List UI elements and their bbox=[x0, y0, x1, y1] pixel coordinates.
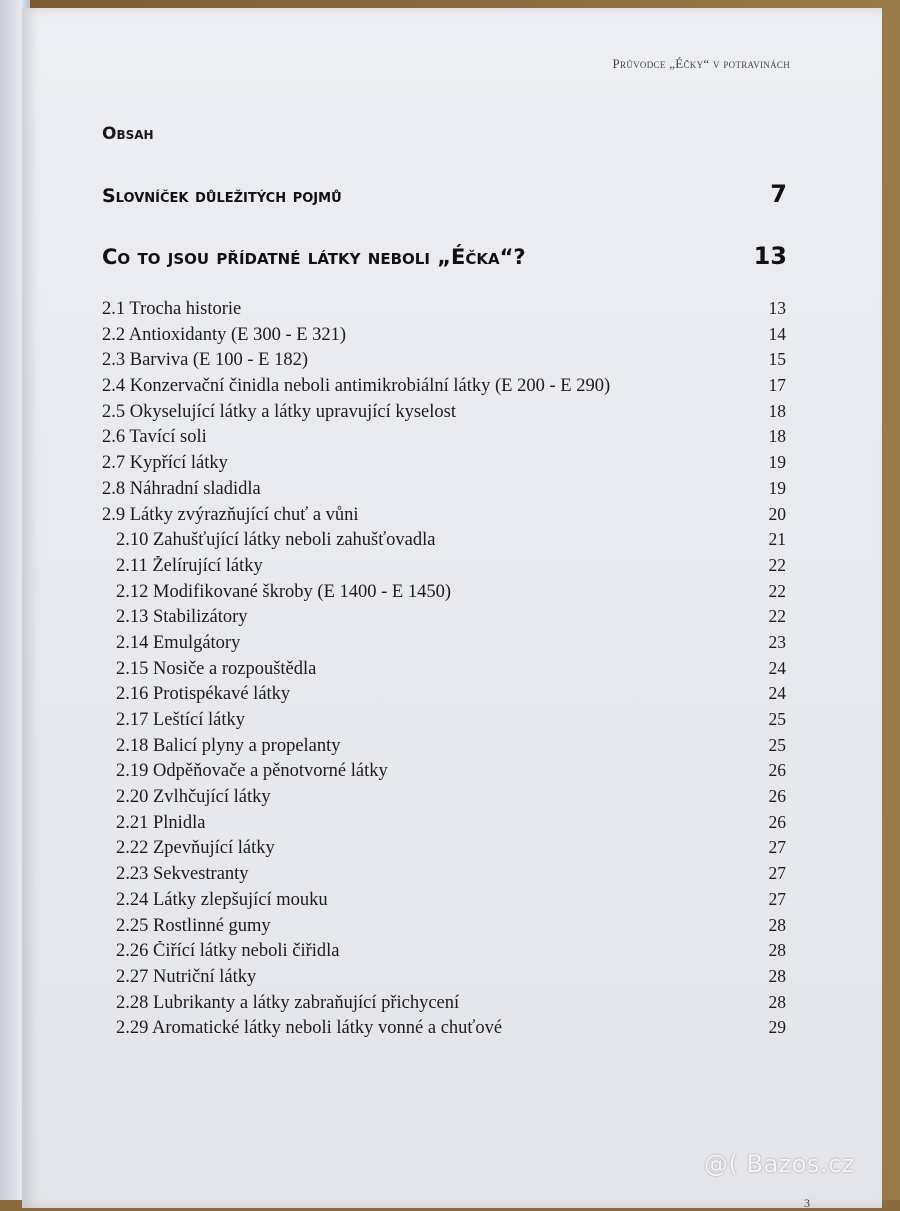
toc-entry-title: 2.12 Modifikované škroby (E 1400 - E 1450) bbox=[116, 581, 452, 602]
toc-entry-page: 18 bbox=[768, 400, 786, 421]
chapter-entry bbox=[102, 180, 787, 208]
toc-entry bbox=[102, 504, 786, 530]
toc-entry-page: 28 bbox=[768, 940, 786, 961]
toc-entry bbox=[102, 786, 786, 812]
toc-entry-page: 22 bbox=[768, 606, 786, 627]
toc-entry-title: 2.7 Kypřící látky bbox=[102, 453, 228, 474]
toc-entry-title: 2.18 Balicí plyny a propelanty bbox=[116, 735, 341, 756]
toc-entry bbox=[102, 915, 786, 941]
toc-entry bbox=[102, 812, 786, 838]
toc-entry-title: 2.14 Emulgátory bbox=[116, 632, 241, 653]
toc-entry-title: 2.28 Lubrikanty a látky zabraňující přichycení bbox=[116, 992, 460, 1013]
toc-entry-title: 2.22 Zpevňující látky bbox=[116, 838, 275, 859]
toc-entry-title: 2.1 Trocha historie bbox=[102, 299, 242, 319]
toc-entry-page: 27 bbox=[768, 888, 786, 909]
toc-entry-title: 2.9 Látky zvýrazňující chuť a vůni bbox=[102, 504, 359, 525]
chapter-entry bbox=[102, 242, 787, 270]
toc-entry bbox=[102, 1017, 786, 1043]
toc-entry-page: 21 bbox=[768, 529, 786, 550]
toc-heading: Obsah bbox=[102, 124, 154, 144]
toc-entry-page: 18 bbox=[768, 426, 786, 447]
chapter-title: Co to jsou přídatné látky neboli „Éčka“? bbox=[102, 245, 526, 269]
page-number: 3 bbox=[804, 1196, 810, 1210]
toc-entry-page: 28 bbox=[768, 965, 786, 986]
toc-entry-page: 13 bbox=[768, 298, 786, 318]
toc-entry bbox=[102, 478, 786, 504]
toc-entry-title: 2.13 Stabilizátory bbox=[116, 607, 248, 628]
toc-entry-page: 22 bbox=[768, 554, 786, 575]
toc-entry-page: 26 bbox=[768, 811, 786, 832]
toc-entry-page: 23 bbox=[768, 631, 786, 652]
watermark: @( Bazos.cz bbox=[704, 1150, 855, 1178]
toc-entry bbox=[102, 760, 786, 786]
toc-entry-title: 2.21 Plnidla bbox=[116, 812, 206, 833]
toc-entry bbox=[102, 966, 786, 992]
book-page bbox=[22, 8, 882, 1208]
toc-entry-page: 28 bbox=[768, 914, 786, 935]
toc-entry bbox=[102, 735, 786, 761]
toc-entry-page: 27 bbox=[768, 863, 786, 884]
toc-entry bbox=[102, 581, 786, 607]
toc-entry-title: 2.2 Antioxidanty (E 300 - E 321) bbox=[102, 324, 347, 345]
toc-entry-page: 19 bbox=[768, 477, 786, 498]
running-head: Průvodce „Éčky“ v potravinách bbox=[612, 56, 790, 71]
toc-entry-page: 20 bbox=[768, 503, 786, 524]
toc-entry bbox=[102, 889, 786, 915]
toc-entry bbox=[102, 658, 786, 684]
toc-list bbox=[102, 298, 786, 1043]
toc-entry-title: 2.5 Okyselující látky a látky upravující kyselost bbox=[102, 401, 457, 422]
toc-entry-title: 2.8 Náhradní sladidla bbox=[102, 478, 261, 499]
toc-entry bbox=[102, 401, 786, 427]
chapter-page: 13 bbox=[753, 242, 787, 270]
toc-entry bbox=[102, 683, 786, 709]
toc-entry-page: 27 bbox=[768, 837, 786, 858]
toc-entry-title: 2.16 Protispékavé látky bbox=[116, 684, 291, 705]
toc-entry bbox=[102, 863, 786, 889]
toc-entry-page: 25 bbox=[768, 734, 786, 755]
toc-entry bbox=[102, 375, 786, 401]
toc-entry-title: 2.15 Nosiče a rozpouštědla bbox=[116, 658, 317, 679]
toc-entry-page: 24 bbox=[768, 657, 786, 678]
toc-entry-title: 2.25 Rostlinné gumy bbox=[116, 915, 271, 936]
toc-entry-page: 15 bbox=[768, 349, 786, 370]
toc-entry-title: 2.3 Barviva (E 100 - E 182) bbox=[102, 350, 309, 371]
toc-entry-title: 2.24 Látky zlepšující mouku bbox=[116, 889, 328, 910]
toc-entry-title: 2.20 Zvlhčující látky bbox=[116, 787, 271, 808]
toc-entry-page: 22 bbox=[768, 580, 786, 601]
toc-entry-title: 2.4 Konzervační činidla neboli antimikrobiální látky (E 200 - E 290) bbox=[102, 376, 611, 397]
toc-entry bbox=[102, 632, 786, 658]
toc-entry-title: 2.23 Sekvestranty bbox=[116, 864, 249, 885]
toc-entry-title: 2.19 Odpěňovače a pěnotvorné látky bbox=[116, 761, 388, 782]
toc-entry bbox=[102, 555, 786, 581]
toc-entry bbox=[102, 324, 786, 350]
toc-entry bbox=[102, 992, 786, 1018]
chapter-page: 7 bbox=[770, 180, 787, 208]
toc-entry bbox=[102, 606, 786, 632]
toc-entry-title: 2.6 Tavící soli bbox=[102, 427, 207, 448]
toc-entry-title: 2.11 Želírující látky bbox=[116, 555, 263, 576]
toc-entry-page: 26 bbox=[768, 760, 786, 781]
toc-entry-title: 2.29 Aromatické látky neboli látky vonné a chuťové bbox=[116, 1018, 503, 1039]
toc-entry-page: 24 bbox=[768, 683, 786, 704]
toc-entry-page: 17 bbox=[768, 375, 786, 396]
toc-entry-title: 2.10 Zahušťující látky neboli zahušťovadla bbox=[116, 530, 436, 551]
toc-entry bbox=[102, 709, 786, 735]
chapter-title: Slovníček důležitých pojmů bbox=[102, 185, 342, 207]
toc-entry-page: 14 bbox=[768, 323, 786, 344]
toc-entry bbox=[102, 452, 786, 478]
toc-entry-title: 2.26 Čiřící látky neboli čiřidla bbox=[116, 941, 340, 962]
toc-entry-page: 25 bbox=[768, 709, 786, 729]
toc-entry-page: 28 bbox=[768, 991, 786, 1012]
toc-entry bbox=[102, 837, 786, 863]
toc-entry bbox=[102, 529, 786, 555]
toc-entry-title: 2.27 Nutriční látky bbox=[116, 966, 257, 987]
toc-entry bbox=[102, 940, 786, 966]
toc-entry bbox=[102, 298, 786, 324]
toc-entry bbox=[102, 349, 786, 375]
toc-entry-title: 2.17 Leštící látky bbox=[116, 710, 245, 730]
toc-entry-page: 26 bbox=[768, 786, 786, 807]
toc-entry-page: 19 bbox=[768, 452, 786, 473]
toc-entry-page: 29 bbox=[768, 1017, 786, 1038]
toc-entry bbox=[102, 426, 786, 452]
